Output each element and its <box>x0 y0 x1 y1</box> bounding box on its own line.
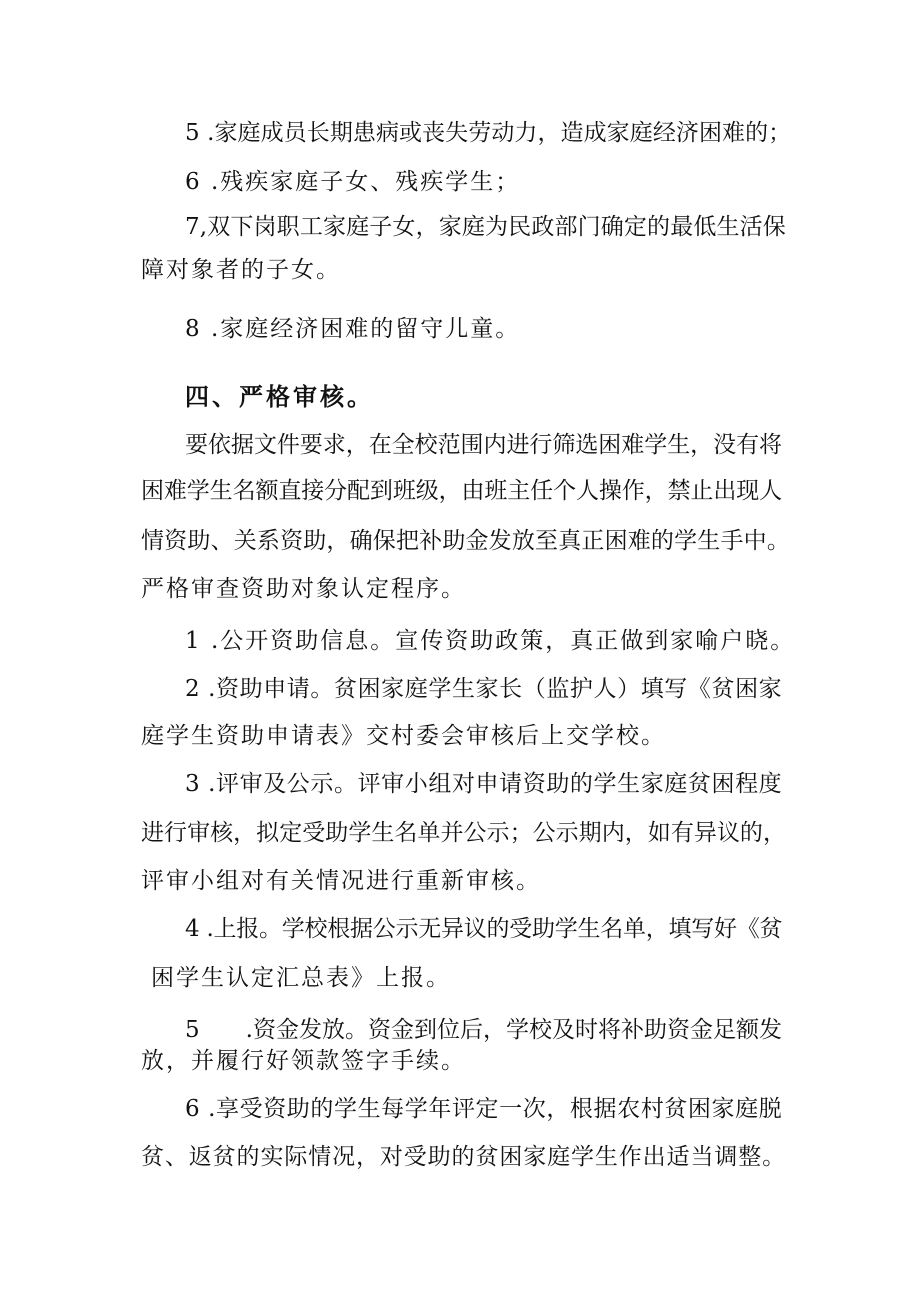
procedure-item-2-line-2: 庭学生资助申请表》交村委会审核后上交学校。 <box>141 723 666 749</box>
procedure-item-6-line-1: 6 .享受资助的学生每学年评定一次，根据农村贫困家庭脱 <box>185 1096 783 1122</box>
paragraph-line-1: 要依据文件要求，在全校范围内进行筛选困难学生，没有将 <box>185 432 783 458</box>
procedure-item-5-line-1: 5 .资金发放。资金到位后，学校及时将补助资金足额发 <box>185 1017 782 1043</box>
section-heading: 四、严格审核。 <box>185 382 374 411</box>
procedure-item-3-line-2: 进行审核，拟定受助学生名单并公示；公示期内，如有异议的， <box>141 820 786 846</box>
procedure-item-4-line-2: 困学生认定汇总表》上报。 <box>151 965 451 991</box>
procedure-item-4-line-1: 4 .上报。学校根据公示无异议的受助学生名单，填写好《贫 <box>185 916 783 942</box>
procedure-item-1: 1 .公开资助信息。宣传资助政策，真正做到家喻户晓。 <box>185 628 796 654</box>
paragraph-line-2: 困难学生名额直接分配到班级，由班主任个人操作，禁止出现人 <box>141 478 783 504</box>
paragraph-line-3: 情资助、关系资助，确保把补助金发放至真正困难的学生手中。 <box>141 528 790 554</box>
list-item-7-line-1: 7,双下岗职工家庭子女，家庭为民政部门确定的最低生活保 <box>185 214 786 240</box>
procedure-item-3-line-1: 3 .评审及公示。评审小组对申请资助的学生家庭贫困程度 <box>185 771 783 797</box>
list-item-7-line-2: 障对象者的子女。 <box>141 257 341 283</box>
procedure-item-2-line-1: 2 .资助申请。贫困家庭学生家长（监护人）填写《贫困家 <box>185 676 783 702</box>
list-item-5-text: 5 .家庭成员长期患病或丧失劳动力，造成家庭经济困难的； <box>185 120 792 146</box>
list-item-6-text: 6 .残疾家庭子女、残疾学生； <box>185 169 521 195</box>
procedure-item-5-line-2: 放，并履行好领款签字手续。 <box>141 1048 466 1074</box>
paragraph-line-4: 严格审查资助对象认定程序。 <box>141 576 466 602</box>
procedure-item-3-line-3: 评审小组对有关情况进行重新审核。 <box>141 868 541 894</box>
procedure-item-6-line-2: 贫、返贫的实际情况，对受助的贫困家庭学生作出适当调整。 <box>141 1144 786 1170</box>
list-item-8-text: 8 .家庭经济困难的留守儿童。 <box>185 316 521 342</box>
